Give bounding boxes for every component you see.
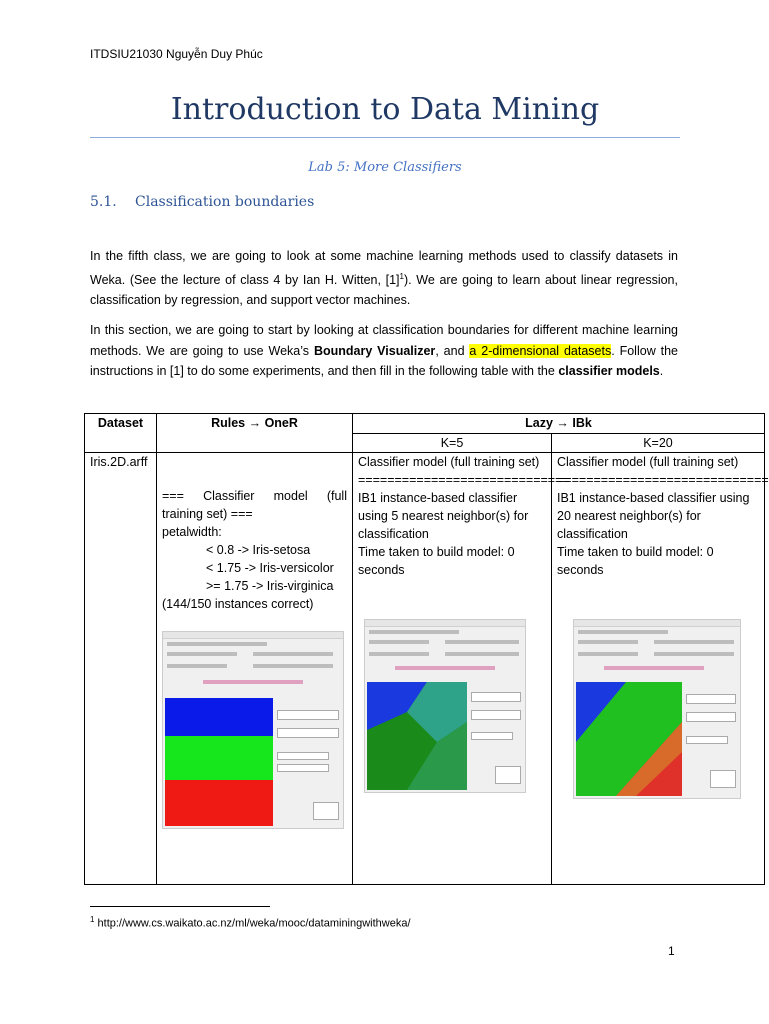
k20-line2: ============================= bbox=[557, 473, 769, 487]
document-subtitle: Lab 5: More Classifiers bbox=[308, 160, 462, 175]
header-k20: K=20 bbox=[552, 434, 765, 453]
page-number: 1 bbox=[668, 944, 675, 958]
header-k5: K=5 bbox=[353, 434, 552, 453]
oner-line3: petalwidth: bbox=[162, 525, 222, 539]
k5-line3: IB1 instance-based classifier using 5 nearest neighbor(s) for classification bbox=[358, 491, 529, 541]
results-table bbox=[84, 413, 769, 885]
footnote bbox=[90, 915, 411, 930]
cell-oner bbox=[157, 453, 353, 885]
section-heading bbox=[90, 194, 314, 210]
k5-line2: ============================= bbox=[358, 473, 570, 487]
footnote-marker: 1 bbox=[90, 915, 95, 924]
boundary-visualizer-term: Boundary Visualizer bbox=[313, 343, 436, 358]
k5-line1: Classifier model (full training set) bbox=[358, 455, 540, 469]
oner-summary: (144/150 instances correct) bbox=[162, 597, 314, 611]
oner-line2: training set) === bbox=[162, 507, 253, 521]
cell-dataset: Iris.2D.arff bbox=[85, 453, 157, 885]
footnote-divider bbox=[90, 906, 270, 907]
oner-rule-2: < 1.75 -> Iris-versicolor bbox=[206, 561, 334, 575]
ibk-k20-boundary-screenshot bbox=[573, 619, 741, 799]
footnote-link[interactable]: http://www.cs.waikato.ac.nz/ml/weka/mooc/dataminingwithweka/ bbox=[97, 917, 411, 930]
oner-line1: === Classifier model (full bbox=[162, 489, 347, 503]
k5-boundary-plot bbox=[367, 682, 467, 790]
k20-line4: Time taken to build model: 0 seconds bbox=[557, 545, 714, 577]
oner-rule-3: >= 1.75 -> Iris-virginica bbox=[206, 579, 334, 593]
classifier-models-term: classifier models bbox=[558, 364, 660, 378]
cell-ibk-k20 bbox=[552, 453, 769, 885]
k20-line3: IB1 instance-based classifier using 20 nearest neighbor(s) for classification bbox=[557, 491, 750, 541]
header-lazy-ibk: Lazy → IBk bbox=[353, 414, 765, 434]
k5-line4: Time taken to build model: 0 seconds bbox=[358, 545, 515, 577]
k20-boundary-plot bbox=[576, 682, 682, 796]
highlighted-phrase: a 2-dimensional datasets bbox=[469, 343, 612, 358]
document-title: Introduction to Data Mining bbox=[170, 92, 600, 127]
title-divider bbox=[90, 137, 680, 138]
footnote-ref: 1 bbox=[399, 271, 404, 281]
intro-paragraph: In the fifth class, we are going to look at some machine learning methods used to classify datasets in Weka. (See the lecture of class 4 by Ian H. Witten, $[1]^1$). We are going to learn about linear regression, classification by regression, and support vector machines. bbox=[90, 249, 678, 308]
section-title: Classification boundaries bbox=[135, 194, 315, 210]
header-rules-oner: Rules → OneR bbox=[157, 414, 353, 453]
instructions-paragraph: In this section, we are going to start by looking at classification boundaries for different machine learning methods. We are going to use Weka’s Boundary Visualizer, and a 2-dimensional datasets. Follow the instructions in [1] to do some experiments, and then fill in the following table with the classifier models. bbox=[90, 323, 678, 378]
ibk-k5-boundary-screenshot bbox=[364, 619, 526, 793]
oner-boundary-screenshot bbox=[162, 631, 344, 829]
k20-line1: Classifier model (full training set) bbox=[557, 455, 739, 469]
header-dataset: Dataset bbox=[85, 414, 157, 453]
cell-ibk-k5 bbox=[353, 453, 570, 885]
header-author: ITDSIU21030 Nguyễn Duy Phúc bbox=[90, 47, 263, 61]
oner-rule-1: < 0.8 -> Iris-setosa bbox=[206, 543, 311, 557]
section-number: 5.1. bbox=[90, 194, 117, 210]
